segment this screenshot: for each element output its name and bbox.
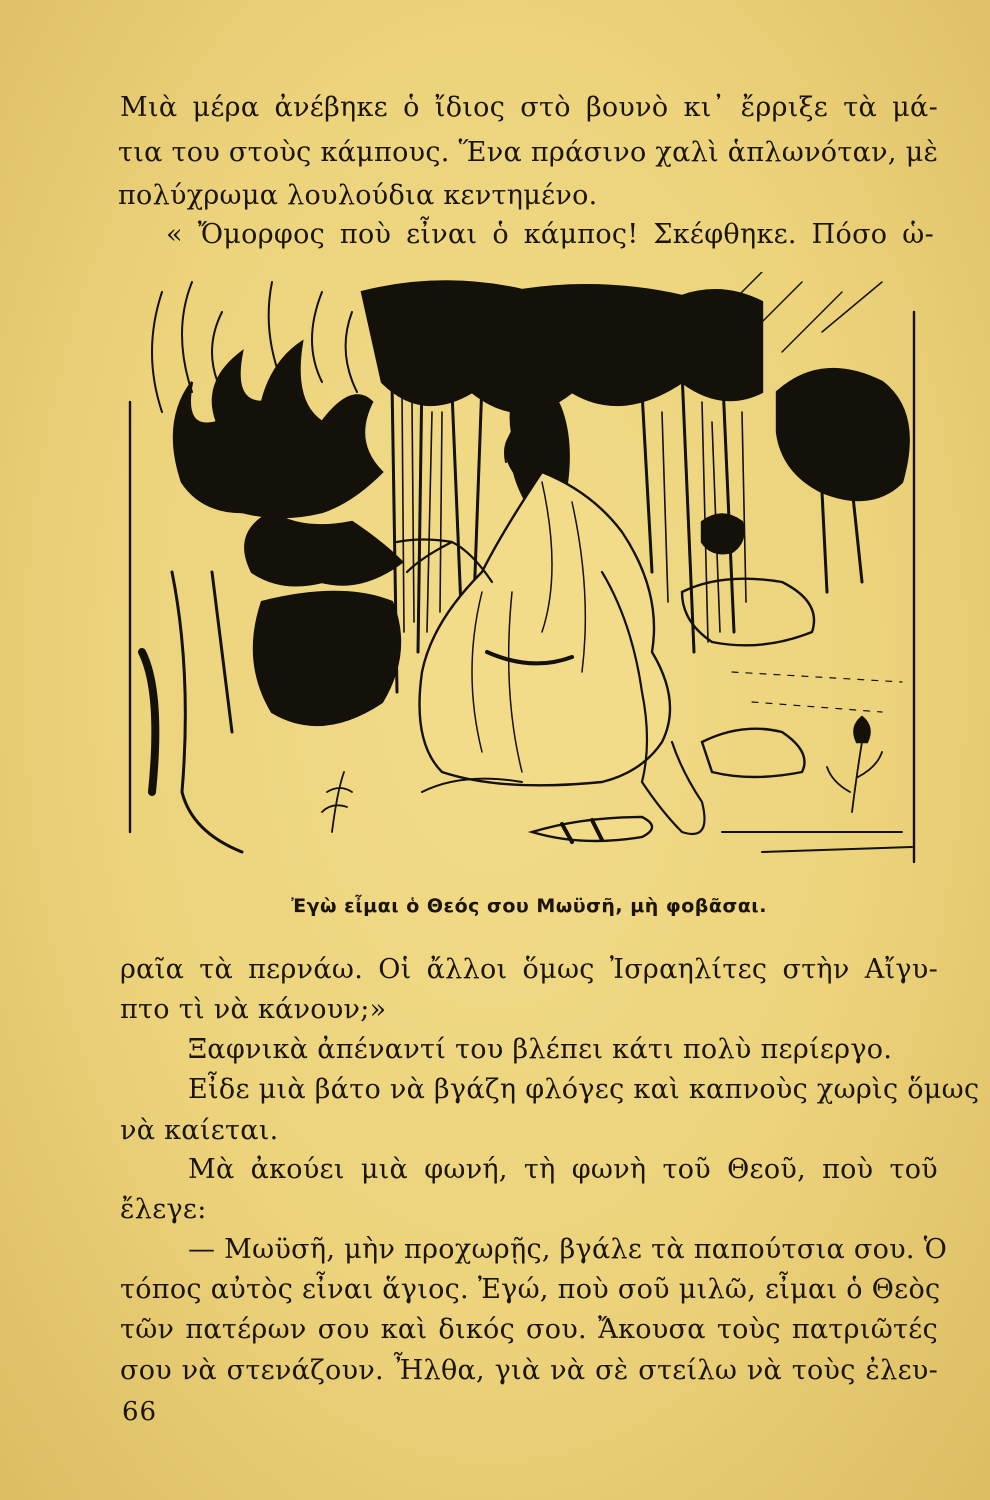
text-line: ραῖα τὰ περνάω. Οἱ ἄλλοι ὅμως Ἰσραηλίτες στὴν Αἴγυ- [120,954,938,985]
text-line: τῶν πατέρων σου καὶ δικός σου. Ἄκουσα τοὺς πατριῶτές [120,1314,938,1345]
text-line: Ξαφνικὰ ἀπέναντί του βλέπει κάτι πολὺ περίεργο. [188,1034,893,1065]
moses-burning-bush-illustration [122,272,922,872]
text-line: Μὰ ἀκούει μιὰ φωνή, τὴ φωνὴ τοῦ Θεοῦ, ποὺ τοῦ [188,1154,938,1185]
page-number: 66 [122,1397,158,1427]
text-line: « Ὄμορφος ποὺ εἶναι ὁ κάμπος! Σκέφθηκε. Πόσο ὡ- [166,219,934,250]
text-line: πτο τὶ νὰ κάνουν;» [120,994,387,1025]
illustration-drawing [122,272,922,872]
text-line: νὰ καίεται. [120,1115,279,1146]
text-line: Εἶδε μιὰ βάτο νὰ βγάζη φλόγες καὶ καπνοὺς χωρὶς ὅμως [188,1074,980,1105]
text-line: Μιὰ μέρα ἀνέβηκε ὁ ἴδιος στὸ βουνὸ κι᾽ ἔρριξε τὰ μά- [120,92,938,123]
text-line: πολύχρωμα λουλούδια κεντημένο. [118,180,598,211]
text-line: τόπος αὐτὸς εἶναι ἅγιος. Ἐγώ, ποὺ σοῦ μιλῶ, εἶμαι ὁ Θεὸς [120,1274,941,1305]
text-line: ἔλεγε: [120,1194,207,1225]
illustration-caption: Ἐγὼ εἶμαι ὁ Θεός σου Μωϋσῆ, μὴ φοβᾶσαι. [291,895,767,917]
text-line: τια του στοὺς κάμπους. Ἕνα πράσινο χαλὶ ἁπλωνόταν, μὲ [118,137,939,168]
text-line: — Μωϋσῆ, μὴν προχωρῇς, βγάλε τὰ παπούτσια σου. Ὁ [188,1234,948,1265]
text-line: σου νὰ στενάζουν. Ἦλθα, γιὰ νὰ σὲ στείλω νὰ τοὺς ἐλευ- [120,1355,938,1386]
